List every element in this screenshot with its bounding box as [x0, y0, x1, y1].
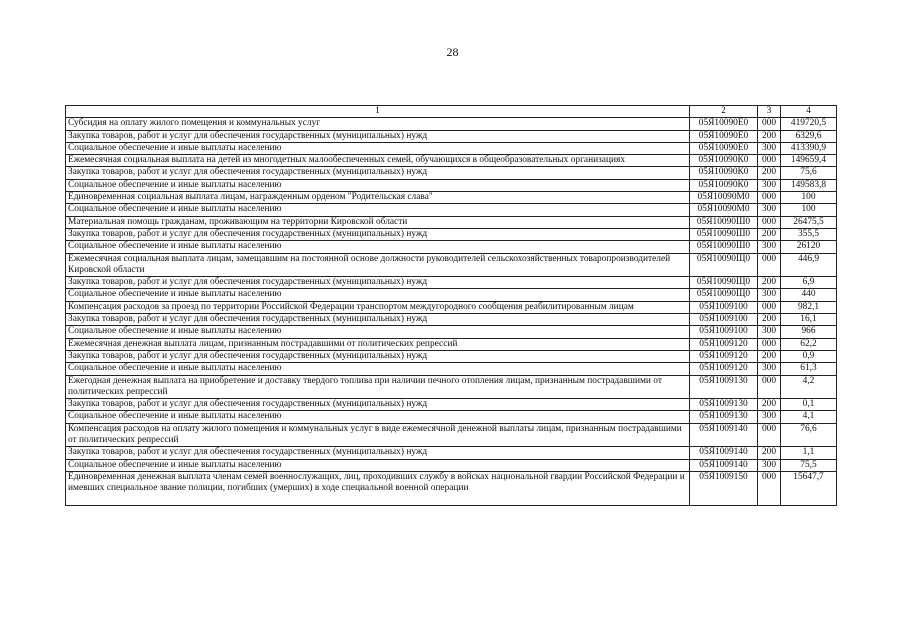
row-code-cell: 05Я1009130	[690, 411, 758, 423]
row-type-cell: 300	[758, 459, 781, 471]
row-type-cell: 000	[758, 253, 781, 277]
row-name-cell: Социальное обеспечение и иные выплаты населению	[66, 204, 690, 216]
row-code-cell: 05Я10090М0	[690, 192, 758, 204]
row-type-cell: 200	[758, 399, 781, 411]
row-amount-cell: 75,5	[781, 459, 837, 471]
table-row	[66, 423, 837, 447]
row-type-cell: 300	[758, 179, 781, 191]
row-code-cell: 05Я10090Ш0	[690, 228, 758, 240]
row-code-cell: 05Я10090Е0	[690, 142, 758, 154]
table-row	[66, 216, 837, 228]
row-name-cell: Закупка товаров, работ и услуг для обеспечения государственных (муниципальных) нужд	[66, 167, 690, 179]
table-row	[66, 241, 837, 253]
row-name-cell: Социальное обеспечение и иные выплаты населению	[66, 411, 690, 423]
row-code-cell: 05Я10090К0	[690, 167, 758, 179]
row-name-cell: Единовременная социальная выплата лицам, награжденным орденом "Родительская слава"	[66, 192, 690, 204]
row-type-cell: 200	[758, 277, 781, 289]
table-row	[66, 399, 837, 411]
table-row	[66, 411, 837, 423]
table-row	[66, 326, 837, 338]
table-row	[66, 289, 837, 301]
column-header-type: 3	[758, 106, 781, 118]
row-name-cell: Ежемесячная социальная выплата на детей из многодетных малообеспеченных семей, обучающихся в общеобразовательных организациях	[66, 155, 690, 167]
row-amount-cell: 76,6	[781, 423, 837, 447]
row-type-cell: 000	[758, 301, 781, 313]
table-row	[66, 130, 837, 142]
row-code-cell: 05Я10090Щ0	[690, 289, 758, 301]
row-name-cell: Социальное обеспечение и иные выплаты населению	[66, 289, 690, 301]
row-type-cell: 200	[758, 228, 781, 240]
row-amount-cell: 75,6	[781, 167, 837, 179]
row-name-cell: Закупка товаров, работ и услуг для обеспечения государственных (муниципальных) нужд	[66, 228, 690, 240]
row-type-cell: 200	[758, 314, 781, 326]
row-code-cell: 05Я10090Щ0	[690, 253, 758, 277]
table-header-row	[66, 106, 837, 118]
row-code-cell: 05Я1009140	[690, 459, 758, 471]
row-code-cell: 05Я1009130	[690, 399, 758, 411]
row-amount-cell: 419720,5	[781, 118, 837, 130]
row-amount-cell: 6,9	[781, 277, 837, 289]
page-number: 28	[446, 45, 459, 59]
table-row	[66, 192, 837, 204]
table-row	[66, 375, 837, 399]
row-name-cell: Социальное обеспечение и иные выплаты населению	[66, 326, 690, 338]
row-amount-cell: 355,5	[781, 228, 837, 240]
table-row	[66, 167, 837, 179]
row-type-cell: 300	[758, 363, 781, 375]
row-name-cell: Ежемесячная денежная выплата лицам, признанным пострадавшими от политических репрессий	[66, 338, 690, 350]
row-amount-cell: 966	[781, 326, 837, 338]
column-header-code: 2	[690, 106, 758, 118]
row-code-cell: 05Я10090Щ0	[690, 277, 758, 289]
row-type-cell: 300	[758, 411, 781, 423]
row-amount-cell: 982,1	[781, 301, 837, 313]
row-amount-cell: 6329,6	[781, 130, 837, 142]
row-type-cell: 300	[758, 326, 781, 338]
table-row	[66, 338, 837, 350]
row-name-cell: Компенсация расходов на оплату жилого помещения и коммунальных услуг в виде ежемесячной денежной выплаты лицам, признанным пострадавшими от политических репрессий	[66, 423, 690, 447]
table-row	[66, 277, 837, 289]
row-type-cell: 000	[758, 423, 781, 447]
row-amount-cell: 4,1	[781, 411, 837, 423]
row-amount-cell: 0,9	[781, 350, 837, 362]
row-code-cell: 05Я1009140	[690, 447, 758, 459]
row-type-cell: 300	[758, 142, 781, 154]
table-body	[66, 118, 837, 506]
row-name-cell: Социальное обеспечение и иные выплаты населению	[66, 179, 690, 191]
row-amount-cell: 15647,7	[781, 471, 837, 505]
row-type-cell: 200	[758, 447, 781, 459]
row-type-cell: 200	[758, 167, 781, 179]
row-name-cell: Социальное обеспечение и иные выплаты населению	[66, 142, 690, 154]
row-type-cell: 000	[758, 216, 781, 228]
table-row	[66, 314, 837, 326]
table-row	[66, 350, 837, 362]
row-type-cell: 000	[758, 375, 781, 399]
row-name-cell: Материальная помощь гражданам, проживающим на территории Кировской области	[66, 216, 690, 228]
row-name-cell: Социальное обеспечение и иные выплаты населению	[66, 363, 690, 375]
row-code-cell: 05Я1009140	[690, 423, 758, 447]
row-code-cell: 05Я10090Е0	[690, 118, 758, 130]
row-type-cell: 000	[758, 118, 781, 130]
column-header-amount: 4	[781, 106, 837, 118]
row-amount-cell: 62,2	[781, 338, 837, 350]
table-row	[66, 142, 837, 154]
row-type-cell: 300	[758, 289, 781, 301]
row-code-cell: 05Я10090К0	[690, 179, 758, 191]
row-code-cell: 05Я1009120	[690, 350, 758, 362]
row-amount-cell: 149583,8	[781, 179, 837, 191]
row-code-cell: 05Я1009100	[690, 314, 758, 326]
row-amount-cell: 100	[781, 192, 837, 204]
row-amount-cell: 1,1	[781, 447, 837, 459]
row-type-cell: 200	[758, 130, 781, 142]
row-name-cell: Единовременная денежная выплата членам семей военнослужащих, лиц, проходивших службу в войсках национальной гвардии Российской Федерации и имевших специальное звание полиции, погибших (умерших) в ходе специальной военной операции	[66, 471, 690, 505]
row-name-cell: Компенсация расходов за проезд по территории Российской Федерации транспортом междугородного сообщения реабилитированным лицам	[66, 301, 690, 313]
row-code-cell: 05Я1009100	[690, 326, 758, 338]
row-amount-cell: 4,2	[781, 375, 837, 399]
row-code-cell: 05Я1009100	[690, 301, 758, 313]
row-name-cell: Социальное обеспечение и иные выплаты населению	[66, 459, 690, 471]
table-row	[66, 253, 837, 277]
row-name-cell: Ежегодная денежная выплата на приобретение и доставку твердого топлива при наличии печного отопления лицам, признанным пострадавшими от политических репрессий	[66, 375, 690, 399]
row-code-cell: 05Я10090М0	[690, 204, 758, 216]
row-type-cell: 000	[758, 338, 781, 350]
row-code-cell: 05Я10090Ш0	[690, 241, 758, 253]
row-type-cell: 200	[758, 350, 781, 362]
row-amount-cell: 16,1	[781, 314, 837, 326]
row-code-cell: 05Я1009120	[690, 363, 758, 375]
row-code-cell: 05Я1009120	[690, 338, 758, 350]
table-row	[66, 155, 837, 167]
row-name-cell: Ежемесячная социальная выплата лицам, замещавшим на постоянной основе должности руководителей сельскохозяйственных товаропроизводителей Кировской области	[66, 253, 690, 277]
column-header-name: 1	[66, 106, 690, 118]
row-name-cell: Социальное обеспечение и иные выплаты населению	[66, 241, 690, 253]
table-row	[66, 459, 837, 471]
row-name-cell: Закупка товаров, работ и услуг для обеспечения государственных (муниципальных) нужд	[66, 399, 690, 411]
table-row	[66, 204, 837, 216]
table-row	[66, 363, 837, 375]
row-name-cell: Закупка товаров, работ и услуг для обеспечения государственных (муниципальных) нужд	[66, 447, 690, 459]
budget-table	[65, 105, 837, 506]
table-row	[66, 228, 837, 240]
row-amount-cell: 446,9	[781, 253, 837, 277]
row-code-cell: 05Я1009150	[690, 471, 758, 505]
table-row	[66, 118, 837, 130]
row-name-cell: Закупка товаров, работ и услуг для обеспечения государственных (муниципальных) нужд	[66, 277, 690, 289]
row-type-cell: 000	[758, 471, 781, 505]
row-amount-cell: 440	[781, 289, 837, 301]
row-type-cell: 000	[758, 155, 781, 167]
row-name-cell: Закупка товаров, работ и услуг для обеспечения государственных (муниципальных) нужд	[66, 314, 690, 326]
row-amount-cell: 26120	[781, 241, 837, 253]
row-amount-cell: 61,3	[781, 363, 837, 375]
table-row	[66, 471, 837, 505]
row-amount-cell: 100	[781, 204, 837, 216]
row-code-cell: 05Я10090Е0	[690, 130, 758, 142]
row-name-cell: Закупка товаров, работ и услуг для обеспечения государственных (муниципальных) нужд	[66, 130, 690, 142]
row-code-cell: 05Я10090Ш0	[690, 216, 758, 228]
table-row	[66, 301, 837, 313]
row-name-cell: Закупка товаров, работ и услуг для обеспечения государственных (муниципальных) нужд	[66, 350, 690, 362]
row-type-cell: 000	[758, 192, 781, 204]
row-amount-cell: 26475,5	[781, 216, 837, 228]
table-row	[66, 179, 837, 191]
row-name-cell: Субсидия на оплату жилого помещения и коммунальных услуг	[66, 118, 690, 130]
row-amount-cell: 149659,4	[781, 155, 837, 167]
row-type-cell: 300	[758, 241, 781, 253]
table-row	[66, 447, 837, 459]
row-amount-cell: 413390,9	[781, 142, 837, 154]
row-amount-cell: 0,1	[781, 399, 837, 411]
row-code-cell: 05Я10090К0	[690, 155, 758, 167]
row-type-cell: 300	[758, 204, 781, 216]
row-code-cell: 05Я1009130	[690, 375, 758, 399]
